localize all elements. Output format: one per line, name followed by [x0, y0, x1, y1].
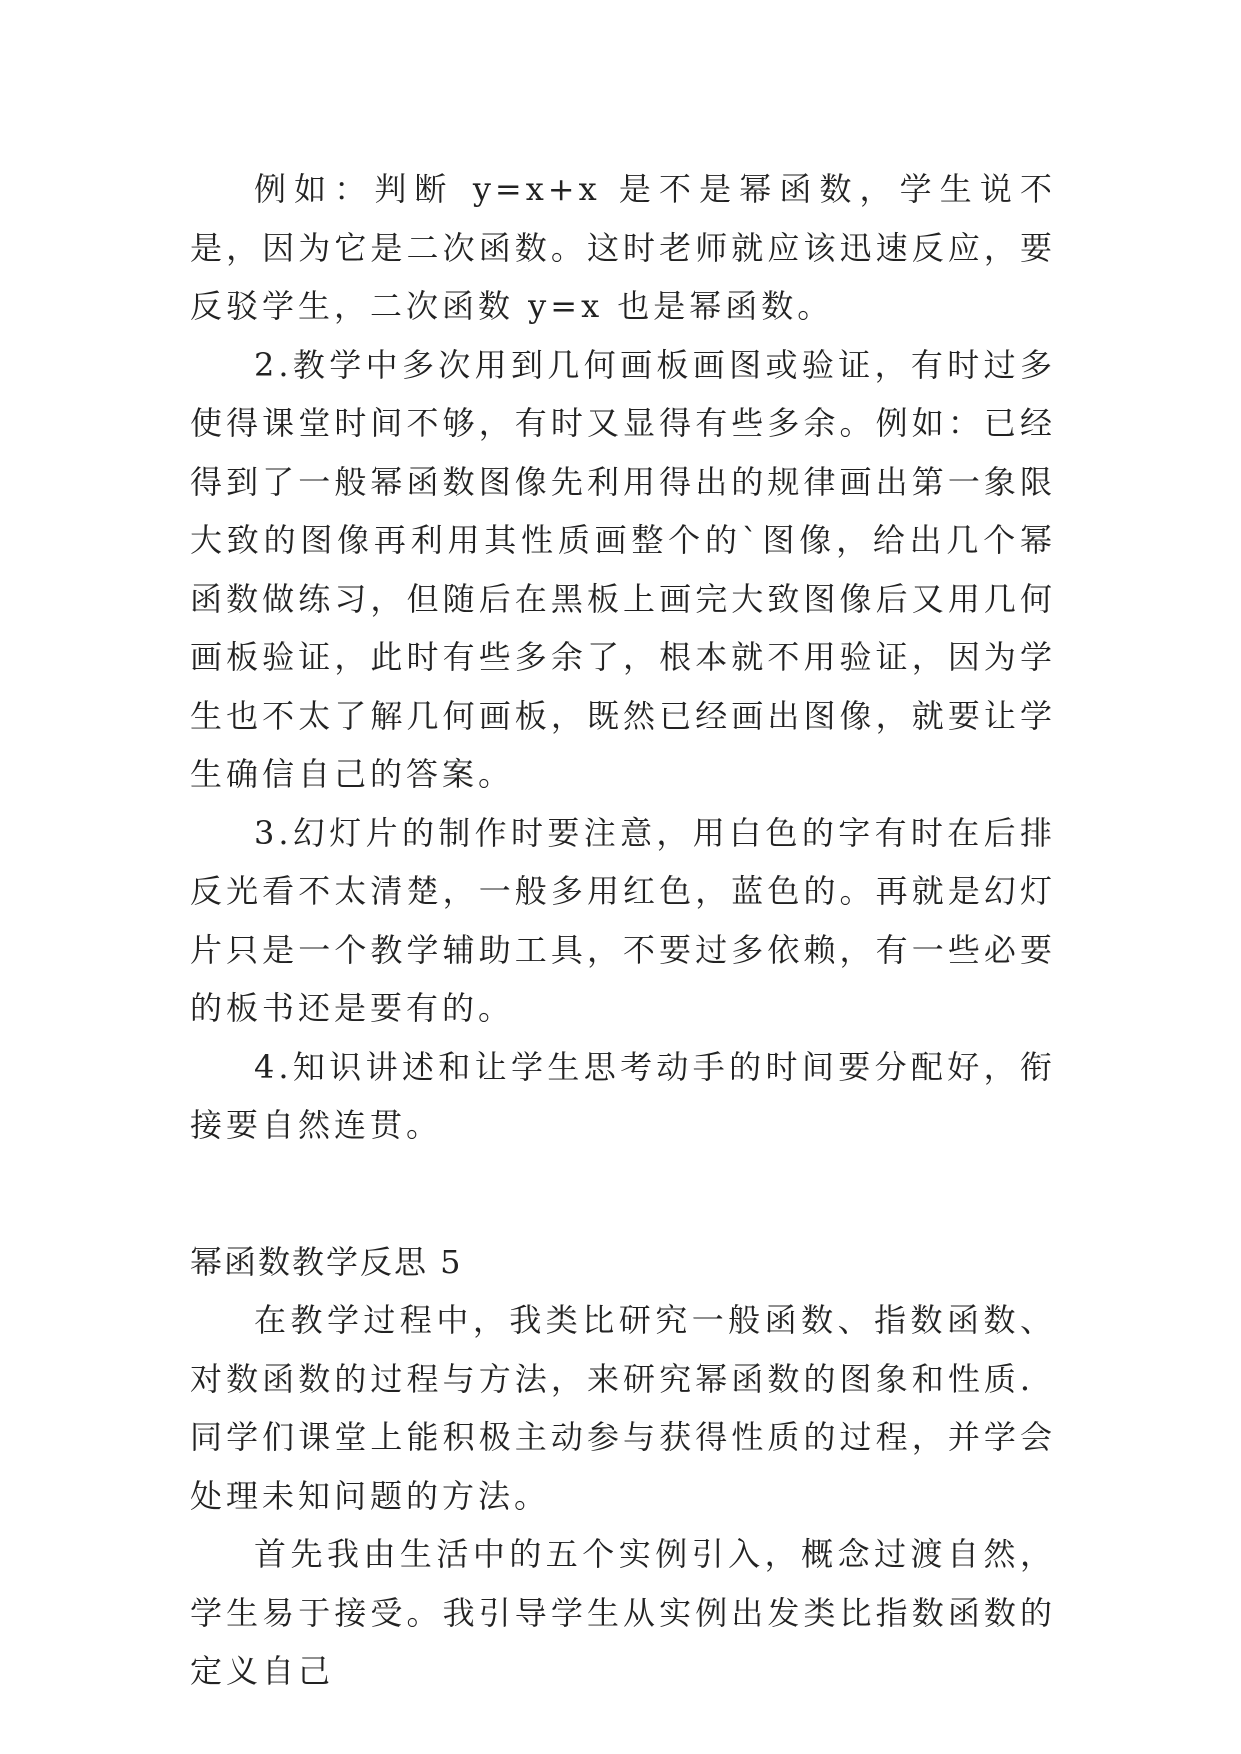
paragraph-example: 例如：判断 y=x+x 是不是幂函数，学生说不是，因为它是二次函数。这时老师就应该迅速反应，要反驳学生，二次函数 y=x 也是幂函数。	[190, 170, 1056, 325]
paragraph-point-2: 2.教学中多次用到几何画板画图或验证，有时过多使得课堂时间不够，有时又显得有些多余。例如：已经得到了一般幂函数图像先利用得出的规律画出第一象限大致的图像再利用其性质画整个的`图像，给出几个幂函数做练习，但随后在黑板上画完大致图像后又用几何画板验证，此时有些多余了，根本就不用验证，因为学生也不太了解几何画板，既然已经画出图像，就要让学生确信自己的答案。	[190, 345, 1056, 793]
document-body	[190, 160, 1056, 1701]
paragraph-point-3: 3.幻灯片的制作时要注意，用白色的字有时在后排反光看不太清楚，一般多用红色，蓝色的。再就是幻灯片只是一个教学辅助工具，不要过多依赖，有一些必要的板书还是要有的。	[190, 813, 1056, 1027]
paragraph-section-intro: 在教学过程中，我类比研究一般函数、指数函数、对数函数的过程与方法，来研究幂函数的图象和性质．同学们课堂上能积极主动参与获得性质的过程，并学会处理未知问题的方法。	[190, 1301, 1056, 1515]
paragraph-point-4: 4.知识讲述和让学生思考动手的时间要分配好，衔接要自然连贯。	[190, 1047, 1056, 1144]
section-heading: 幂函数教学反思 5	[190, 1242, 463, 1281]
paragraph-section-continuation: 首先我由生活中的五个实例引入，概念过渡自然，学生易于接受。我引导学生从实例出发类比指数函数的定义自己	[190, 1535, 1056, 1690]
